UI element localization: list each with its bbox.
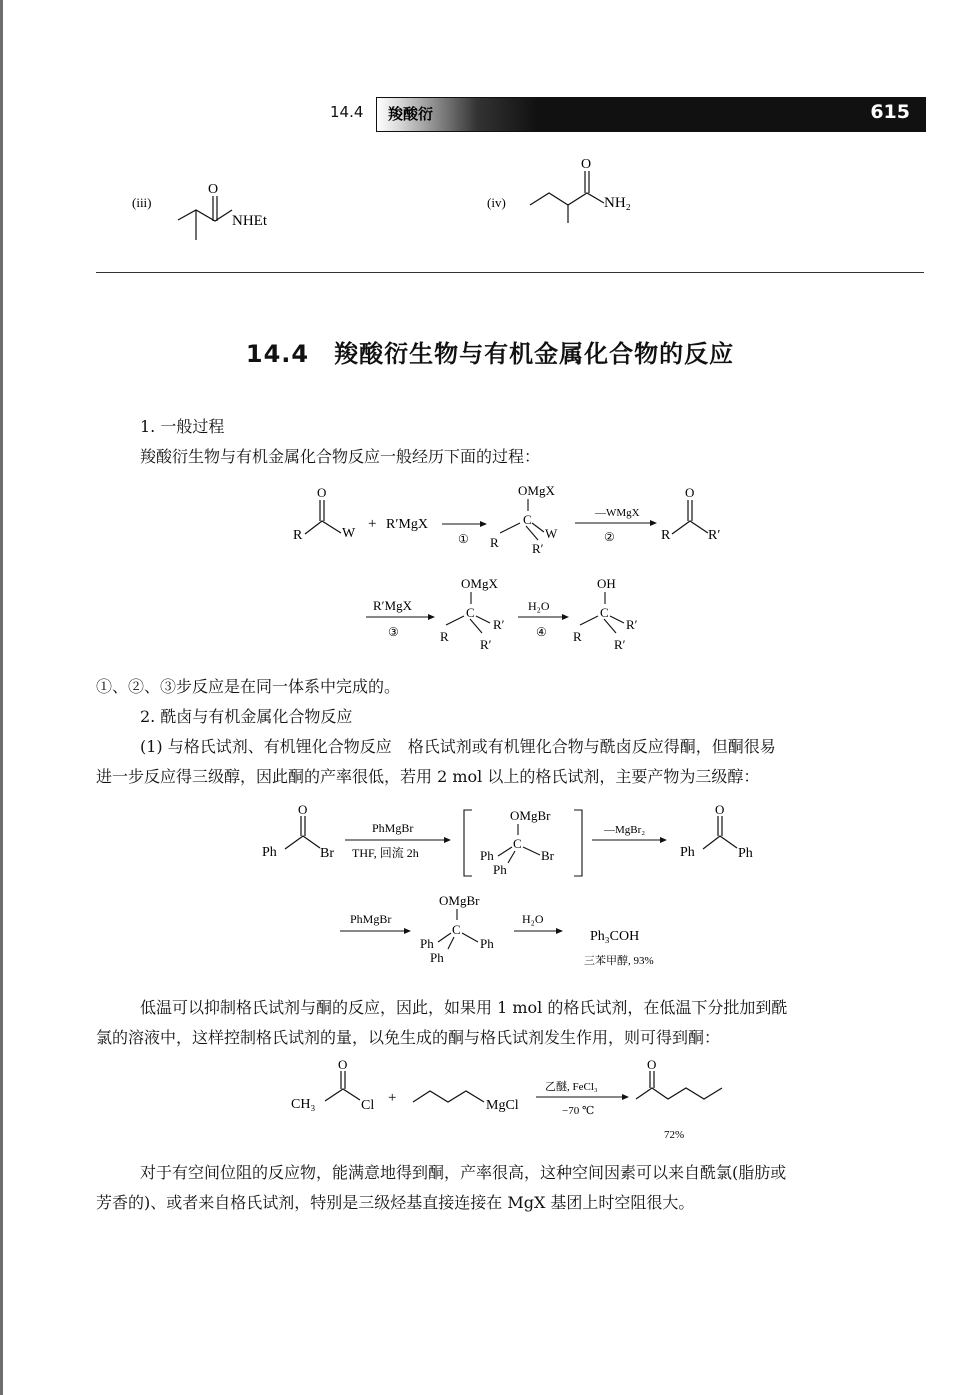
scheme1-r-ketone: R — [661, 528, 671, 543]
scheme1-row2 — [366, 576, 638, 652]
scheme1-r-row2: R — [440, 629, 449, 644]
scheme1-rp-int: R′ — [532, 541, 544, 556]
scheme3-oxygen: O — [338, 1058, 348, 1072]
structure-iii-oxygen: O — [208, 182, 219, 197]
scheme2-omgbr2: OMgBr — [439, 893, 480, 908]
header-title: 羧酸衍 — [388, 105, 434, 123]
scheme1-rp-b-row2: R′ — [480, 637, 492, 652]
scheme3-mgcl: MgCl — [486, 1098, 519, 1113]
scheme1-omgx: OMgX — [518, 483, 555, 498]
scheme1-carbon2: C — [466, 605, 475, 620]
reaction-scheme-acyl-bromide — [0, 796, 980, 986]
section-divider — [96, 272, 924, 273]
scheme1-row1 — [293, 483, 720, 556]
scheme1-step2: ② — [604, 530, 615, 544]
scheme2-row2 — [340, 893, 654, 967]
scheme1-reagent: R′MgX — [386, 517, 428, 532]
scheme1-step3: ③ — [388, 625, 399, 639]
scheme1-note: ①、②、③步反应是在同一体系中完成的。 — [96, 677, 401, 696]
structure-iv-oxygen: O — [581, 157, 592, 172]
scheme2-reagent2: PhMgBr — [350, 912, 392, 926]
scheme1-rp-ketone: R′ — [708, 528, 721, 543]
page-number: 615 — [870, 101, 910, 123]
scheme1-carbon: C — [523, 512, 532, 527]
scheme2-ph-e: Ph — [430, 950, 444, 965]
scheme2-water: H₂O — [522, 912, 544, 926]
scheme2-br: Br — [320, 846, 334, 861]
scheme1-hydroxyl: OH — [597, 576, 616, 591]
section-title: 14.4 羧酸衍生物与有机金属化合物的反应 — [245, 340, 735, 368]
scheme3-methyl: CH₃ — [291, 1097, 316, 1112]
scheme3-yield: 72% — [664, 1129, 685, 1141]
scheme1-w-int: W — [545, 526, 558, 541]
scheme2-product: Ph₃COH — [590, 929, 640, 944]
structure-iv-label: (iv) — [487, 195, 506, 210]
scheme1-step4: ④ — [536, 625, 547, 639]
subsection-2-para2-line1: 低温可以抑制格氏试剂与酮的反应，因此，如果用 1 mol 的格氏试剂，在低温下分批加到酰 — [140, 998, 788, 1017]
subsection-2-para1-line1: (1) 与格氏试剂、有机锂化合物反应 格氏试剂或有机锂化合物与酰卤反应得酮，但酮很易 — [140, 737, 776, 756]
scheme2-ph-d: Ph — [480, 936, 494, 951]
scheme2-oxygen: O — [298, 802, 308, 817]
subsection-2-para3-line1: 对于有空间位阻的反应物，能满意地得到酮，产率很高，这种空间因素可以来自酰氯(脂肪或 — [140, 1163, 787, 1182]
scheme2-ph-ketone-b: Ph — [738, 846, 753, 861]
scheme2-omgbr: OMgBr — [510, 808, 551, 823]
scheme3-conditions-top: 乙醚, FeCl₃ — [545, 1081, 598, 1093]
subsection-2-heading: 2. 酰卤与有机金属化合物反应 — [140, 707, 353, 726]
scheme3-conditions-bottom: −70 ℃ — [562, 1105, 595, 1117]
scheme3-plus: + — [388, 1090, 397, 1106]
scheme2-ph: Ph — [262, 845, 277, 860]
header-section-number: 14.4 — [330, 103, 364, 121]
scheme1-oxygen: O — [317, 485, 327, 500]
scheme1-plus: + — [368, 516, 377, 532]
scheme2-carbon2: C — [452, 922, 461, 937]
scheme1-carbon3: C — [600, 605, 609, 620]
scheme2-ph-c: Ph — [420, 936, 434, 951]
scheme1-rp-b-alcohol: R′ — [614, 637, 626, 652]
scheme1-r-alcohol: R — [573, 629, 582, 644]
scheme1-water: H₂O — [528, 599, 550, 613]
scheme1-step1: ① — [458, 532, 469, 546]
structure-iii — [132, 182, 268, 240]
reaction-scheme-general — [0, 478, 980, 658]
scheme3-chloride: Cl — [361, 1098, 375, 1113]
scheme2-row1 — [262, 802, 753, 877]
header-bar — [376, 97, 926, 132]
subsection-2-para1-line2: 进一步反应得三级醇，因此酮的产率很低，若用 2 mol 以上的格氏试剂，主要产物为三级醇： — [96, 767, 760, 786]
scheme2-conditions: THF, 回流 2h — [352, 846, 419, 860]
scheme2-reagent: PhMgBr — [372, 821, 414, 835]
scheme1-rp-a-alcohol: R′ — [626, 617, 638, 632]
scheme1-omgx2: OMgX — [461, 576, 498, 591]
structure-iv-group: NH₂ — [604, 195, 631, 211]
scheme2-br-int: Br — [541, 848, 554, 863]
scheme2-elimination: —MgBr₂ — [604, 824, 646, 836]
scheme1-r-int: R — [490, 535, 499, 550]
scheme2-oxygen-ketone: O — [715, 802, 725, 817]
subsection-1-heading: 1. 一般过程 — [140, 417, 225, 436]
structure-iv — [487, 157, 631, 223]
scheme1-rp-a-row2: R′ — [493, 617, 505, 632]
scheme2-product-note: 三苯甲醇, 93% — [584, 955, 654, 967]
scheme2-ph-a: Ph — [480, 848, 494, 863]
scheme2-ph-ketone-a: Ph — [680, 845, 695, 860]
scheme1-oxygen-ketone: O — [685, 485, 695, 500]
scheme1-w: W — [342, 526, 356, 541]
scheme3-oxygen-product: O — [647, 1058, 657, 1072]
structure-iii-label: (iii) — [132, 195, 152, 210]
scheme1-elimination: —WMgX — [595, 507, 640, 519]
scheme2-carbon: C — [513, 836, 522, 851]
scheme1-r: R — [293, 528, 303, 543]
reaction-scheme-acetyl-chloride — [0, 1058, 980, 1158]
subsection-1-intro: 羧酸衍生物与有机金属化合物反应一般经历下面的过程： — [140, 447, 541, 466]
scheme2-ph-b: Ph — [493, 862, 507, 877]
subsection-2-para2-line2: 氯的溶液中，这样控制格氏试剂的量，以免生成的酮与格氏试剂发生作用，则可得到酮： — [96, 1028, 721, 1047]
structure-iii-group: NHEt — [232, 213, 267, 229]
subsection-2-para3-line2: 芳香的)、或者来自格氏试剂，特别是三级烃基直接连接在 MgX 基团上时空阻很大。 — [96, 1193, 695, 1212]
scheme1-reagent2: R′MgX — [373, 598, 412, 613]
